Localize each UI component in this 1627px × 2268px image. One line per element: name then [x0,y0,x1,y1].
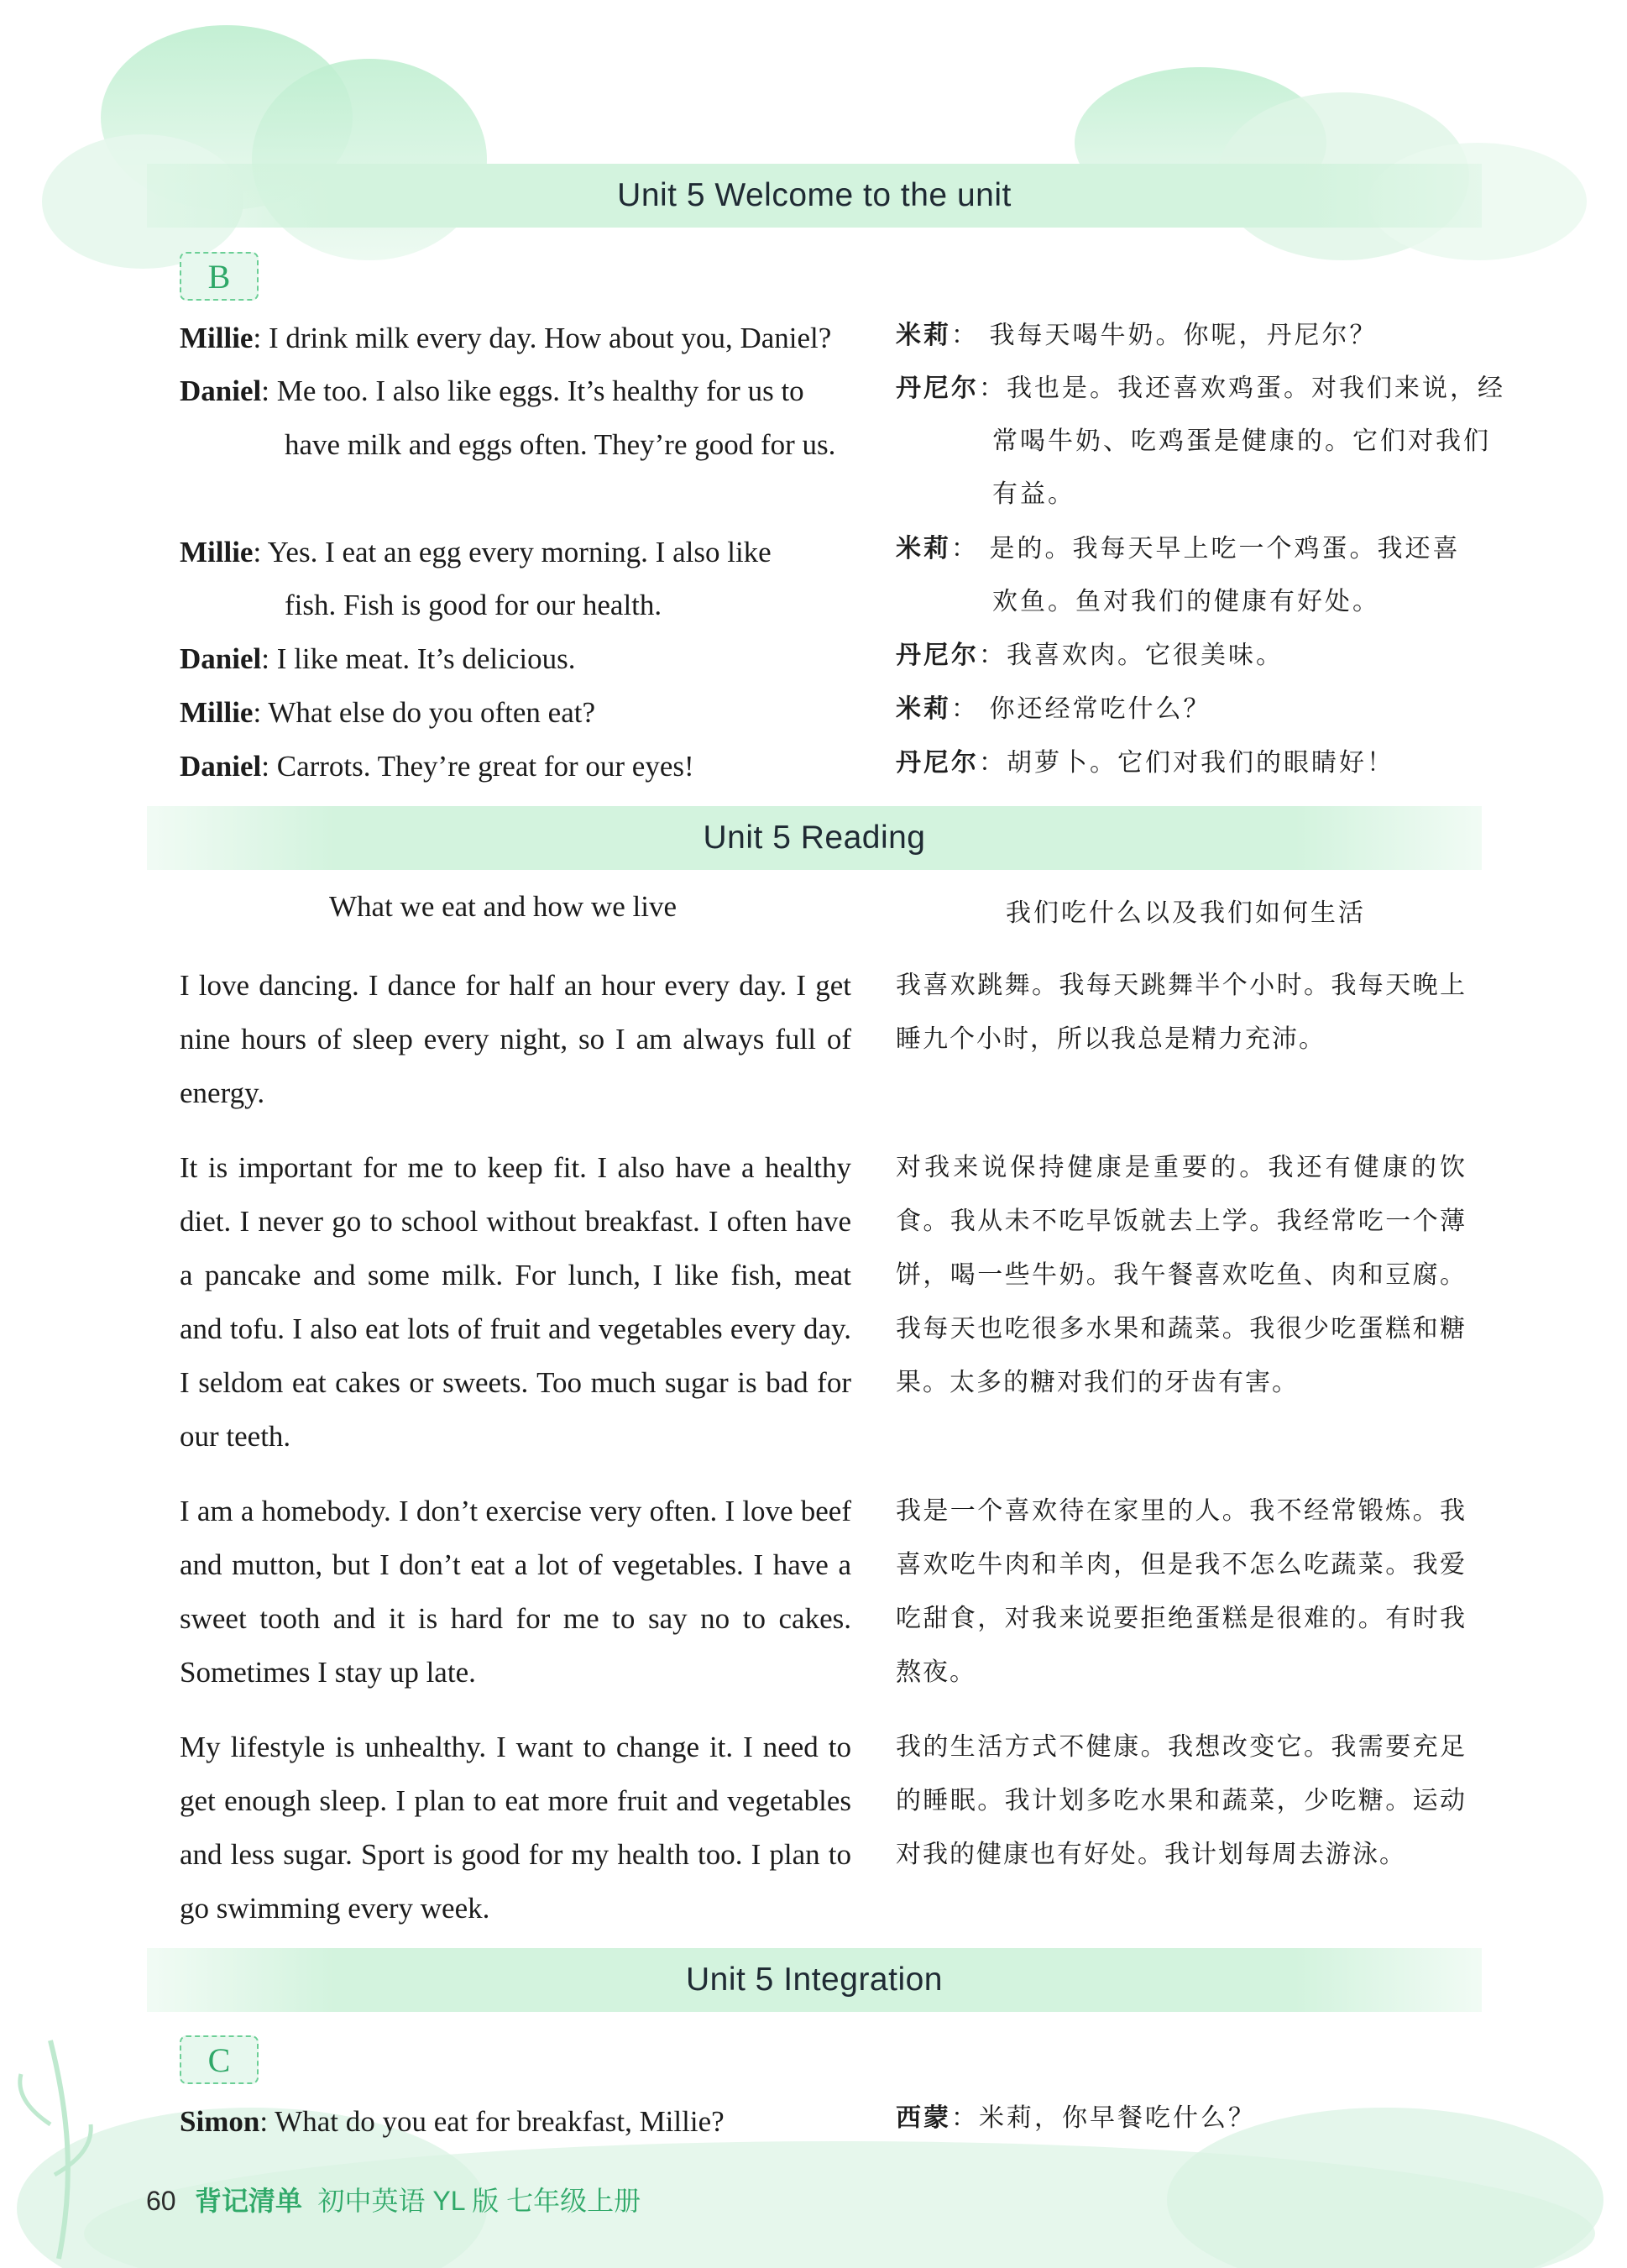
dialogue-line-zh: 米莉： 我每天喝牛奶。你呢，丹尼尔？ [896,321,1378,350]
cloud-decoration-top [0,0,1627,277]
dialogue-line-zh-cont: 常喝牛奶、吃鸡蛋是健康的。它们对我们 [992,427,1491,456]
dialogue-line: Millie: I drink milk every day. How about you, Daniel? [180,322,832,354]
dialogue-line: Daniel: Me too. I also like eggs. It’s healthy for us to [180,375,804,407]
dialogue-line: Millie: Yes. I eat an egg every morning. I also like [180,536,772,568]
dialogue-line-zh: 米莉： 你还经常吃什么？ [896,694,1211,724]
unit-title: Unit 5 Welcome to the unit [617,177,1012,213]
dialogue-line-zh-cont: 欢鱼。鱼对我们的健康有好处。 [992,587,1380,616]
reading-paragraph-1-zh: 我喜欢跳舞。我每天跳舞半个小时。我每天晚上睡九个小时，所以我总是精力充沛。 [896,971,1467,1054]
reading-paragraph-3-zh: 我是一个喜欢待在家里的人。我不经常锻炼。我喜欢吃牛肉和羊肉，但是我不怎么吃蔬菜。我爱吃甜食，对我来说要拒绝蛋糕是很难的。有时我熬夜。 [896,1496,1467,1687]
reading-paragraph-4-zh: 我的生活方式不健康。我想改变它。我需要充足的睡眠。我计划多吃水果和蔬菜，少吃糖。运动对我的健康也有好处。我计划每周去游泳。 [896,1732,1467,1869]
dialogue-line-cont: have milk and eggs often. They’re good for us. [285,428,836,461]
reading-paragraph-2-en: It is important for me to keep fit. I also have a healthy diet. I never go to school without breakfast. I often have a pancake and some milk. For lunch, I like fish, meat and tofu. I also eat lots of fruit and vegetables every day. I seldom eat cakes or sweets. Too much sugar is bad for our teeth. [180,1151,851,1453]
unit-title: Unit 5 Integration [685,1962,943,1998]
book-title: 背记清单 [195,2186,303,2216]
dialogue-line: Daniel: Carrots. They’re great for our eyes! [180,750,694,783]
unit-heading-welcome [147,164,1482,228]
section-badge-b: B [180,252,259,301]
dialogue-line-cont: fish. Fish is good for our health. [285,589,662,621]
section-badge-c: C [180,2035,259,2084]
page-footer [146,2180,641,2218]
dialogue-line: Daniel: I like meat. It’s delicious. [180,642,576,675]
dialogue-line-zh: 西蒙：米莉，你早餐吃什么？ [896,2103,1256,2133]
dialogue-line: Millie: What else do you often eat? [180,696,596,729]
unit-title: Unit 5 Reading [703,820,926,856]
reading-paragraph-1-en: I love dancing. I dance for half an hour every day. I get nine hours of sleep every night, so I am always full of energy. [180,969,851,1109]
unit-heading-reading [147,806,1482,870]
reading-title-zh: 我们吃什么以及我们如何生活 [1006,898,1366,928]
dialogue-line-zh-cont: 有益。 [992,479,1075,509]
unit-heading-integration [147,1948,1482,2012]
book-subtitle: 初中英语 YL 版 七年级上册 [317,2186,641,2216]
reading-paragraph-4-en: My lifestyle is unhealthy. I want to change it. I need to get enough sleep. I plan to eat more fruit and vegetables and less sugar. Sport is good for my health too. I plan to go swimming every week. [180,1731,851,1925]
dialogue-line-zh: 丹尼尔：我喜欢肉。它很美味。 [896,641,1284,670]
dialogue-line-zh: 丹尼尔：胡萝卜。它们对我们的眼睛好！ [896,748,1394,778]
dialogue-line: Simon: What do you eat for breakfast, Millie? [180,2105,725,2138]
dialogue-line-zh: 米莉： 是的。我每天早上吃一个鸡蛋。我还喜 [896,534,1461,563]
dialogue-line-zh: 丹尼尔：我也是。我还喜欢鸡蛋。对我们来说，经 [896,374,1505,403]
reading-paragraph-2-zh: 对我来说保持健康是重要的。我还有健康的饮食。我从未不吃早饭就去上学。我经常吃一个薄饼，喝一些牛奶。我午餐喜欢吃鱼、肉和豆腐。我每天也吃很多水果和蔬菜。我很少吃蛋糕和糖果。太多的糖对我们的牙齿有害。 [896,1153,1467,1397]
reading-title-en: What we eat and how we live [329,890,677,923]
page-number: 60 [146,2186,176,2216]
reading-paragraph-3-en: I am a homebody. I don’t exercise very often. I love beef and mutton, but I don’t eat a lot of vegetables. I have a sweet tooth and it is hard for me to say no to cakes. Sometimes I stay up late. [180,1495,851,1689]
